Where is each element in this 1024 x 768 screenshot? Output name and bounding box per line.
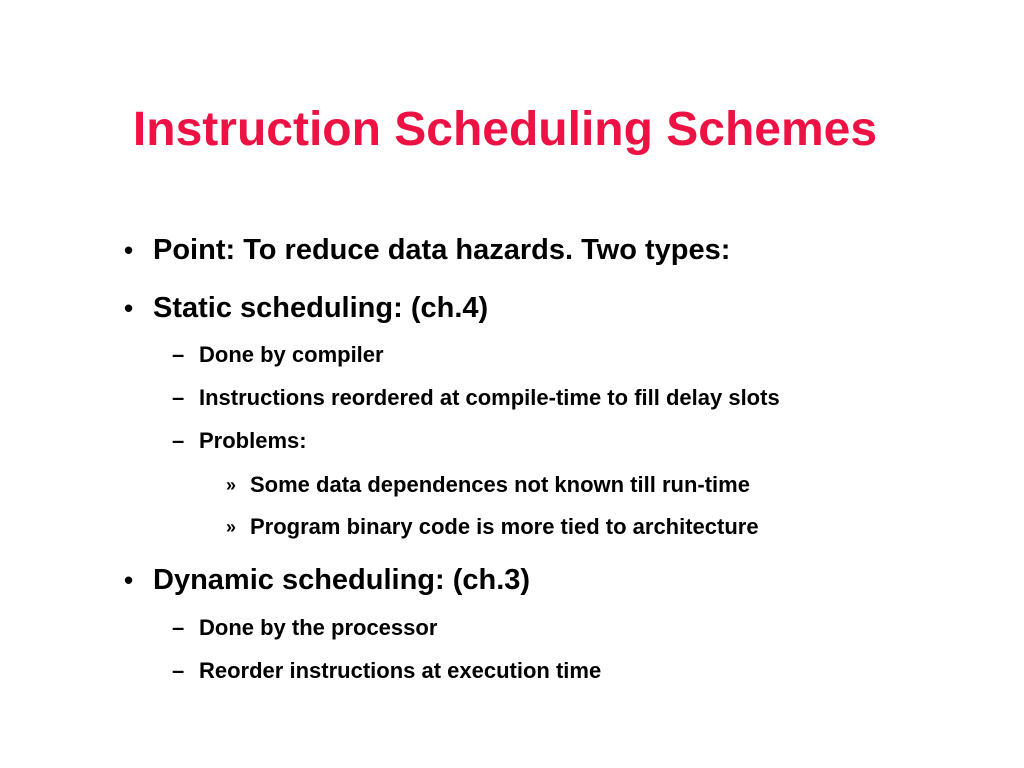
sub-bullet-text: Instructions reordered at compile-time to fill delay slots: [199, 385, 780, 410]
bullet-marker: •: [124, 565, 134, 595]
bullet-text: Point: To reduce data hazards. Two types:: [153, 234, 731, 266]
bullet-text: Dynamic scheduling: (ch.3): [153, 564, 531, 596]
sub-bullet-text: Problems:: [199, 428, 307, 453]
sub-bullet-marker: –: [172, 342, 185, 367]
bullet-marker: •: [124, 293, 134, 323]
bullet-text: Static scheduling: (ch.4): [153, 292, 489, 324]
sub-bullet-marker: –: [172, 658, 185, 683]
sub-bullet-text: Reorder instructions at execution time: [199, 658, 602, 683]
sub-bullet-marker: –: [172, 428, 185, 453]
sub-bullet-text: Done by the processor: [199, 615, 438, 640]
sub-sub-bullet-marker: »: [226, 475, 237, 495]
sub-sub-bullet-text: Some data dependences not known till run-time: [250, 472, 750, 497]
sub-sub-bullet-marker: »: [226, 517, 237, 537]
bullet-marker: •: [124, 235, 134, 265]
sub-bullet-marker: –: [172, 615, 185, 640]
slide-title: Instruction Scheduling Schemes: [132, 103, 878, 156]
sub-bullet-marker: –: [172, 385, 185, 410]
sub-bullet-text: Done by compiler: [199, 342, 384, 367]
sub-sub-bullet-text: Program binary code is more tied to architecture: [250, 514, 759, 539]
